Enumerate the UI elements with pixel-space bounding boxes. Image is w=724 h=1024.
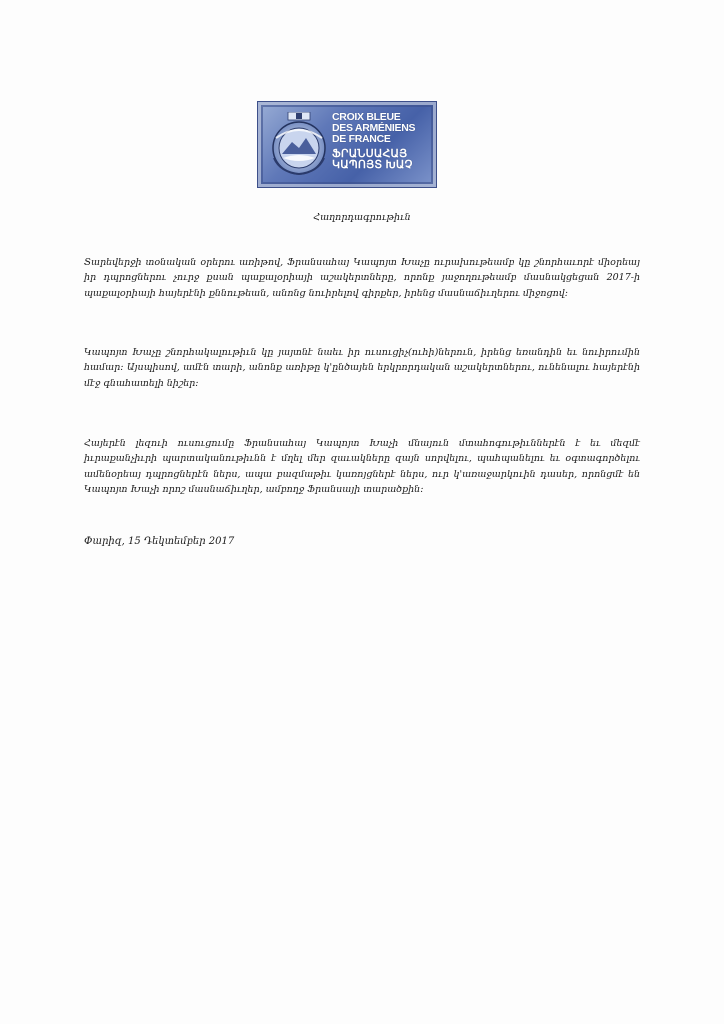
logo-line-3: DE FRANCE [332,133,391,145]
organization-logo [257,101,437,188]
date-signoff: Փարիզ, 15 Դեկտեմբեր 2017 [84,536,235,547]
paragraph-3: Հայերէն լեզուի ուսուցումը Ֆրանսահայ Կապոյտ Խաչի մնայուն մտահոգութիւններէն է եւ մեզմէ իւրաքանչիւրի պարտականութիւնն է մղել մեր զաւակները զայն սորվելու, պահպանելու եւ օգտագործելու ամենօրեայ դպրոցներէն ներս, ապա բազմաթիւ կառոյցներէ ներս, ուր կ'առաջարկուին դասեր, որոնցմէ են Կապոյտ Խաչի որոշ մասնաճիւղեր, ամբողջ Ֆրանսայի տարածքին: [84,438,640,496]
logo-wordmark [332,112,432,171]
logo-line-4: ՖՐԱՆՍԱՀԱՅ [332,148,408,160]
paragraph-2: Կապոյտ Խաչը շնորհակալութիւն կը յայտնէ նաեւ իր ուսուցիչ(ուհի)ներուն, իրենց եռանդին եւ նուիրումին համար: Այսպիսով, ամէն տարի, անոնք առիթը կ'ընծայեն երկրորդական աշակերտներու, ունենալու հայերէնի մէջ գնահատելի նիշեր: [84,347,640,389]
logo-line-2: DES ARMÉNIENS [332,122,416,134]
document-title: Հաղորդագրութիւն [313,212,411,223]
logo-line-1: CROIX BLEUE [332,111,401,123]
paragraph-1: Տարեվերջի տօնական օրերու առիթով, Ֆրանսահայ Կապոյտ Խաչը ուրախութեամբ կը շնորհաւորէ միօրեայ իր դպրոցներու չուրջ քսան պաքալօրիայի աշակերտները, որոնք յաջողութեամբ մասնակցեցան 2017-ի պաքալօրիայի հայերէնի քննութեան, անոնց նուիրելով գիրքեր, իրենց մասնաճիւղերու միջոցով: [84,257,640,299]
croix-bleue-seal-icon [270,112,328,176]
logo-line-5: ԿԱՊՈՅՏ ԽԱՉ [332,159,413,171]
